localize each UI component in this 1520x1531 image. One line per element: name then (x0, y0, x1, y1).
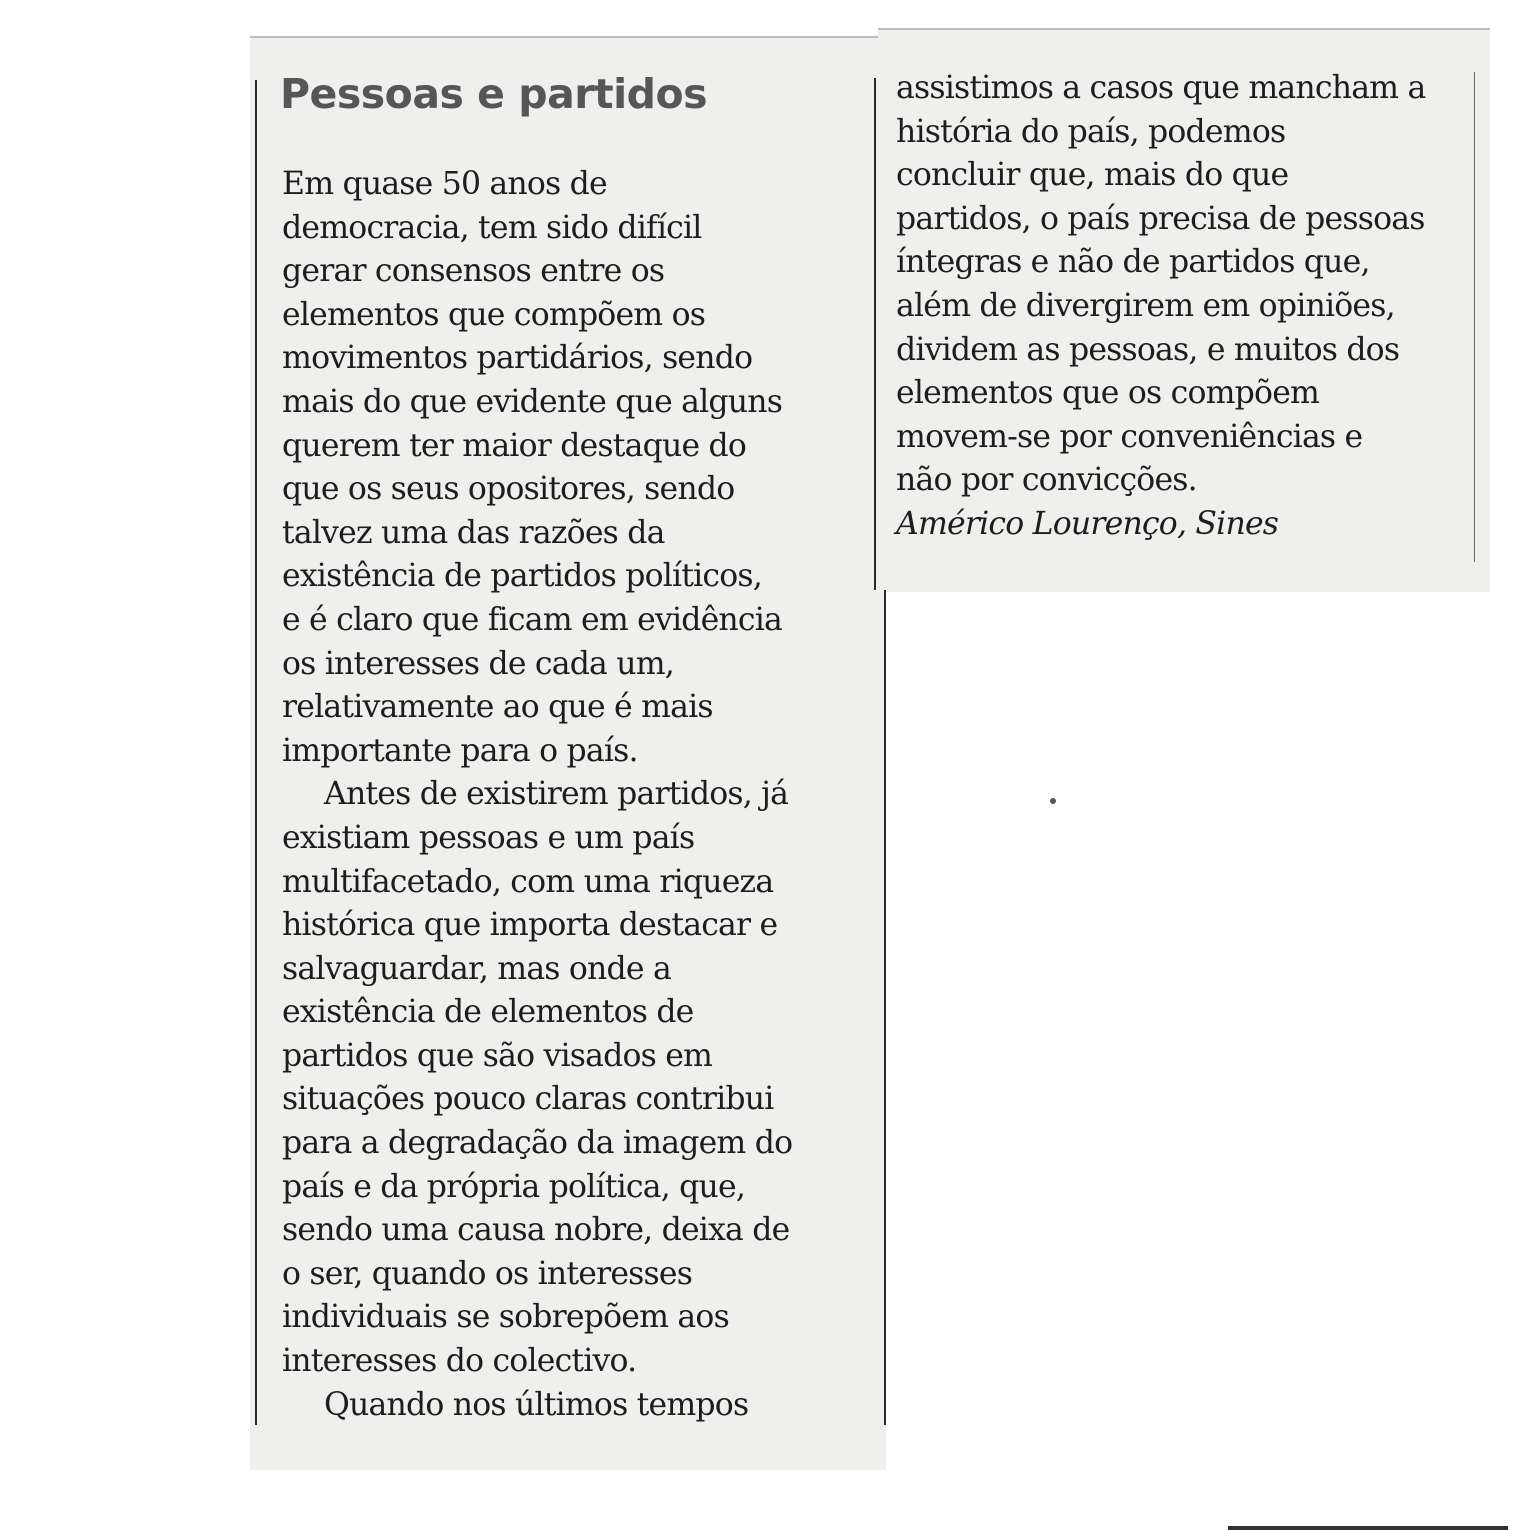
text-line: querem ter maior destaque do (282, 427, 747, 464)
paragraph-3-end (896, 67, 1476, 503)
text-line: mais do que evidente que alguns (282, 383, 783, 420)
text-line: multifacetado, com uma riqueza (282, 863, 774, 900)
article-headline: Pessoas e partidos (280, 70, 708, 118)
text-line: elementos que os compõem (896, 375, 1320, 412)
text-line: relativamente ao que é mais (282, 689, 713, 726)
text-line: situações pouco claras contribui (282, 1081, 774, 1118)
paragraph-1 (282, 163, 862, 773)
text-line: dividem as pessoas, e muitos dos (896, 331, 1400, 368)
scan-edge-mark (1228, 1526, 1508, 1530)
text-line: para a degradação da imagem do (282, 1125, 793, 1162)
article-column-left (282, 163, 862, 1427)
text-line: elementos que compõem os (282, 296, 706, 333)
column-rule-middle-lower (884, 590, 886, 1425)
text-line: gerar consensos entre os (282, 253, 665, 290)
text-line: movem-se por conveniências e (896, 418, 1363, 455)
clipping-edge (250, 36, 880, 38)
text-line: individuais se sobrepõem aos (282, 1299, 729, 1336)
text-line: partidos, o país precisa de pessoas (896, 200, 1425, 237)
text-line: partidos que são visados em (282, 1037, 713, 1074)
scan-speck (1050, 798, 1056, 804)
text-line: existência de elementos de (282, 994, 694, 1031)
text-line: e é claro que ficam em evidência (282, 601, 783, 638)
text-line: país e da própria política, que, (282, 1168, 746, 1205)
text-line: assistimos a casos que mancham a (896, 70, 1426, 106)
column-rule-left (255, 80, 257, 1425)
text-line: Quando nos últimos tempos (324, 1386, 749, 1423)
text-line: o ser, quando os interesses (282, 1255, 693, 1292)
text-line: importante para o país. (282, 732, 638, 769)
text-line: os interesses de cada um, (282, 645, 675, 682)
author-signature (896, 503, 1476, 547)
text-line: talvez uma das razões da (282, 514, 665, 551)
text-line: existiam pessoas e um país (282, 819, 695, 856)
text-line: história do país, podemos (896, 113, 1286, 150)
text-line: concluir que, mais do que (896, 157, 1289, 194)
text-line: sendo uma causa nobre, deixa de (282, 1212, 790, 1249)
text-line: movimentos partidários, sendo (282, 340, 753, 377)
signature-text: Américo Lourenço, Sines (896, 505, 1279, 542)
text-line: íntegras e não de partidos que, (896, 244, 1370, 281)
text-line: existência de partidos políticos, (282, 558, 762, 595)
column-rule-middle (874, 78, 876, 590)
paragraph-3-start (282, 1384, 862, 1428)
text-line: interesses do colectivo. (282, 1343, 637, 1380)
text-line: Antes de existirem partidos, já (324, 776, 789, 813)
text-line: salvaguardar, mas onde a (282, 950, 671, 987)
paragraph-2 (282, 773, 862, 1383)
text-line: histórica que importa destacar e (282, 907, 778, 944)
text-line: Em quase 50 anos de (282, 166, 607, 202)
text-line: não por convicções. (896, 462, 1197, 499)
text-line: que os seus opositores, sendo (282, 471, 735, 508)
text-line: além de divergirem em opiniões, (896, 287, 1395, 324)
article-column-right (896, 67, 1476, 547)
text-line: democracia, tem sido difícil (282, 209, 702, 246)
